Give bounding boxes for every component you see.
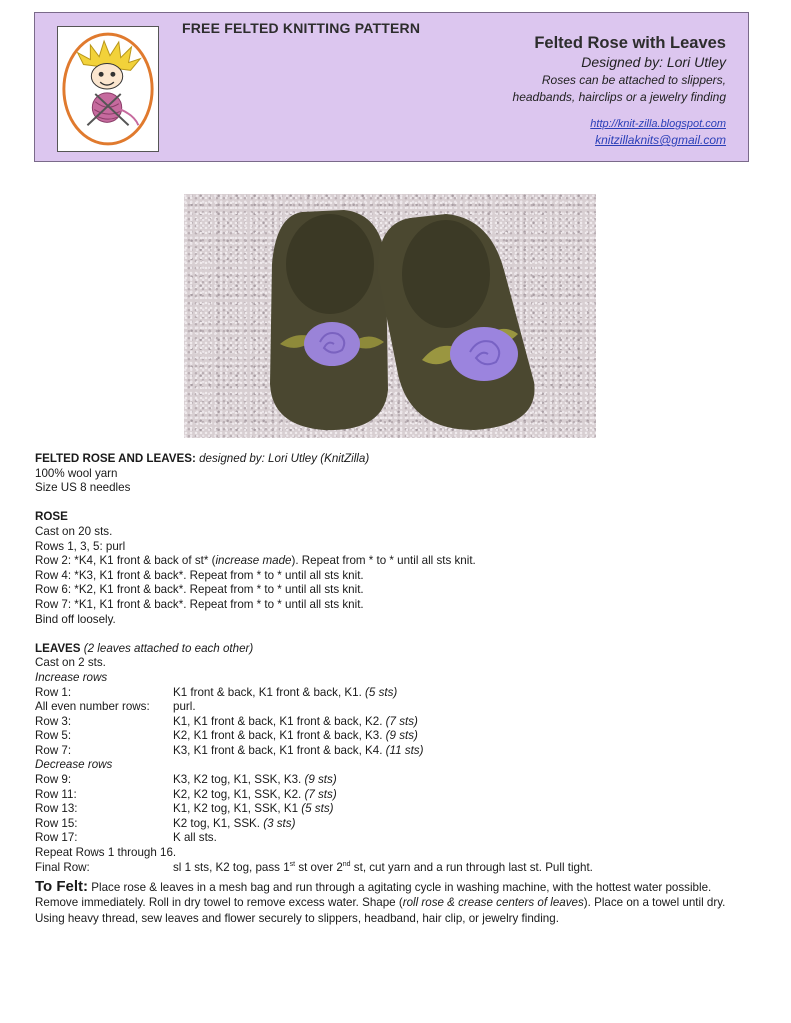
decrease-rows-label: Decrease rows xyxy=(35,758,113,772)
leaf-row: Row 9: K3, K2 tog, K1, SSK, K3. (9 sts) xyxy=(35,773,337,787)
title-block xyxy=(513,33,726,106)
pattern-header xyxy=(34,12,749,162)
rose-row-2: Row 2: *K4, K1 front & back of st* (increase made). Repeat from * to * until all sts knit. xyxy=(35,554,476,568)
leaves-heading-line xyxy=(35,642,755,657)
contact-links xyxy=(590,117,726,148)
left-slipper xyxy=(270,210,388,430)
rose-row-7: Row 7: *K1, K1 front & back*. Repeat from * to * until all sts knit. xyxy=(35,597,364,611)
leaf-row: All even number rows: purl. xyxy=(35,700,196,714)
designer-credit: Designed by: Lori Utley xyxy=(581,54,726,70)
knitzilla-character-icon xyxy=(58,27,158,151)
rose-rows-135: Rows 1, 3, 5: purl xyxy=(35,539,126,553)
tagline-line-2: headbands, hairclips or a jewelry finding xyxy=(512,90,726,104)
slippers-photo xyxy=(184,194,596,438)
right-slipper xyxy=(378,214,535,430)
leaf-row: Row 11: K2, K2 tog, K1, SSK, K2. (7 sts) xyxy=(35,787,337,801)
rose-row-4: Row 4: *K3, K1 front & back*. Repeat from * to * until all sts knit. xyxy=(35,568,364,582)
blog-link[interactable]: http://knit-zilla.blogspot.com xyxy=(590,118,726,130)
felting-instructions: To Felt: Place rose & leaves in a mesh bag and run through a agitating cycle in washing machine, with the hottest water possible. Remove immediately. Roll in dry towel to remove excess water. Shape (roll rose & crease centers of leaves). Place on a towel until dry. Using heavy thread, sew leaves and flower securely to slippers, headband, hair clip, or jewelry finding. xyxy=(35,878,726,925)
intro-heading: FELTED ROSE AND LEAVES xyxy=(35,452,192,465)
leaf-row: Row 17: K all sts. xyxy=(35,831,217,845)
pattern-title: Felted Rose with Leaves xyxy=(534,34,726,52)
leaves-subtitle: (2 leaves attached to each other) xyxy=(83,641,254,655)
rose-bind-off: Bind off loosely. xyxy=(35,612,116,626)
intro-designer: designed by: Lori Utley (KnitZilla) xyxy=(199,452,370,465)
pattern-instructions xyxy=(35,452,755,926)
pattern-banner: FREE FELTED KNITTING PATTERN xyxy=(182,20,421,36)
tagline-line-1: Roses can be attached to slippers, xyxy=(541,73,726,87)
yarn-line: 100% wool yarn xyxy=(35,466,118,480)
leaf-row: Row 5: K2, K1 front & back, K1 front & back, K3. (9 sts) xyxy=(35,729,418,743)
rose-heading: ROSE xyxy=(35,510,68,524)
email-link[interactable]: knitzillaknits@gmail.com xyxy=(595,133,726,147)
needles-line: Size US 8 needles xyxy=(35,481,131,495)
leaf-row: Row 15: K2 tog, K1, SSK. (3 sts) xyxy=(35,816,296,830)
felted-slippers-image xyxy=(184,194,596,438)
felt-heading: To Felt: xyxy=(35,878,89,896)
knitzilla-logo xyxy=(57,26,159,152)
repeat-rows: Repeat Rows 1 through 16. xyxy=(35,846,177,860)
final-row: Final Row: sl 1 sts, K2 tog, pass 1st st over 2nd st, cut yarn and a run through last st. Pull tight. xyxy=(35,860,593,874)
intro-line: FELTED ROSE AND LEAVES: designed by: Lori Utley (KnitZilla) xyxy=(35,452,370,465)
leaves-cast-on: Cast on 2 sts. xyxy=(35,656,106,670)
leaf-row: Row 7: K3, K1 front & back, K1 front & back, K4. (11 sts) xyxy=(35,743,424,757)
leaf-row: Row 1: K1 front & back, K1 front & back, K1. (5 sts) xyxy=(35,685,398,699)
leaf-row: Row 13: K1, K2 tog, K1, SSK, K1 (5 sts) xyxy=(35,802,334,816)
increase-rows-label: Increase rows xyxy=(35,670,108,684)
leaves-heading: LEAVES xyxy=(35,641,81,655)
leaf-row: Row 3: K1, K1 front & back, K1 front & back, K2. (7 sts) xyxy=(35,714,418,728)
rose-cast-on: Cast on 20 sts. xyxy=(35,524,113,538)
rose-row-6: Row 6: *K2, K1 front & back*. Repeat from * to * until all sts knit. xyxy=(35,583,364,597)
